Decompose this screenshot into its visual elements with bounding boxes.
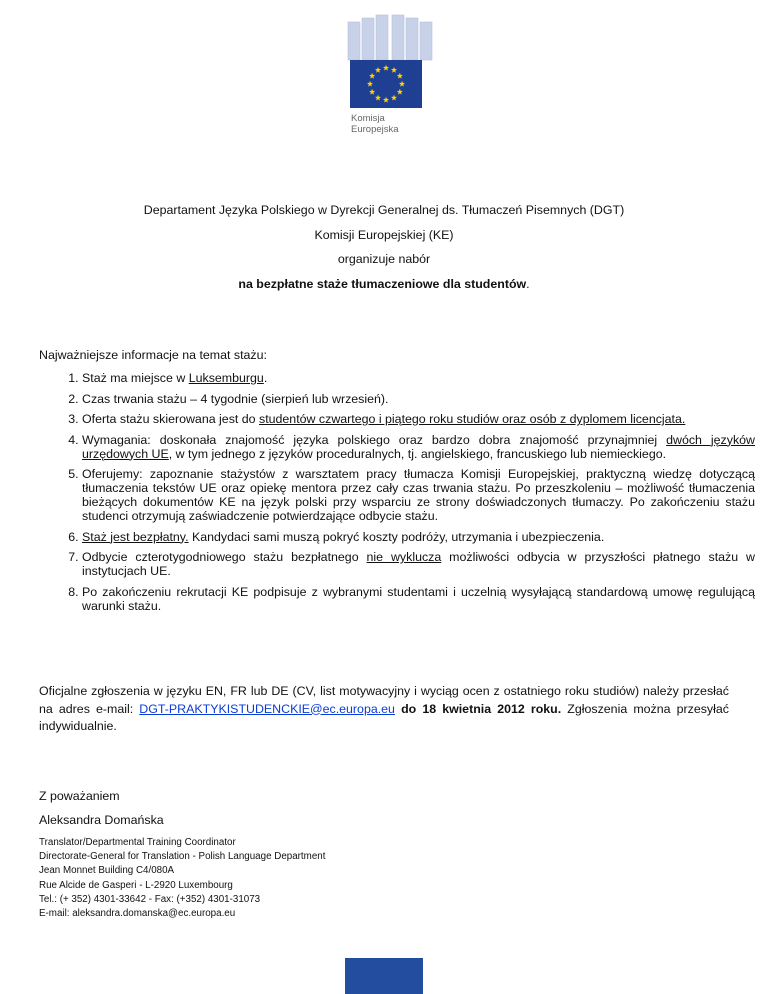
closing-greeting: Z poważaniem bbox=[39, 789, 120, 803]
european-commission-logo bbox=[310, 0, 470, 160]
apply-text-end: Zgłoszenia można przesyłać indywidualnie. bbox=[39, 701, 729, 733]
list-item bbox=[82, 412, 755, 426]
sender-name: Aleksandra Domańska bbox=[39, 813, 164, 827]
list-item bbox=[82, 530, 755, 544]
logo-caption bbox=[351, 113, 399, 135]
list-item bbox=[82, 392, 755, 406]
header-line-1: Departament Języka Polskiego w Dyrekcji Generalnej ds. Tłumaczeń Pisemnych (DGT) bbox=[143, 203, 625, 217]
list-item bbox=[82, 433, 755, 461]
item-underlined: studentów czwartego i piątego roku studiów oraz osób z dyplomem licencjata. bbox=[259, 412, 686, 426]
email-link[interactable]: DGT-PRAKTYKISTUDENCKIE@ec.europa.eu bbox=[139, 701, 395, 716]
list-item bbox=[82, 550, 755, 578]
list-item bbox=[82, 371, 755, 385]
header-line-2: Komisji Europejskiej (KE) bbox=[314, 227, 454, 242]
info-intro: Najważniejsze informacje na temat stażu: bbox=[39, 348, 267, 362]
item-text: Czas trwania stażu – 4 tygodnie (sierpień lub wrzesień). bbox=[82, 391, 389, 406]
signature-title: Translator/Departmental Training Coordinator bbox=[39, 837, 236, 848]
item-underlined: nie wyklucza bbox=[366, 550, 442, 564]
deadline-text: do 18 kwietnia 2012 roku. bbox=[394, 701, 562, 716]
signature-email: E-mail: aleksandra.domanska@ec.europa.eu bbox=[39, 908, 236, 920]
item-underlined: dwóch języków urzędowych UE bbox=[82, 432, 755, 461]
header-bold-text: na bezpłatne staże tłumaczeniowe dla studentów bbox=[238, 276, 527, 291]
signature-building: Jean Monnet Building C4/080A bbox=[39, 865, 175, 877]
item-underlined: Luksemburgu bbox=[188, 371, 264, 385]
header-line-3: organizuje nabór bbox=[337, 252, 431, 267]
application-paragraph bbox=[39, 683, 729, 736]
item-text: Oferta stażu skierowana jest do bbox=[82, 412, 259, 426]
item-text: Kandydaci sami muszą pokryć koszty podróży, utrzymania i ubezpieczenia. bbox=[188, 529, 605, 544]
item-text: Wymagania: doskonała znajomość języka polskiego oraz bardzo dobra znajomość przynajmniej bbox=[82, 432, 667, 447]
item-text: , w tym jednego z języków proceduralnych, tj. angielskiego, francuskiego lub niemieckiego. bbox=[168, 446, 667, 461]
signature-department: Directorate-General for Translation - Polish Language Department bbox=[39, 851, 326, 863]
item-text: Odbycie czterotygodniowego stażu bezpłatnego bbox=[82, 550, 367, 564]
list-item bbox=[82, 467, 755, 523]
apply-text: Oficjalne zgłoszenia w języku EN, FR lub DE (CV, list motywacyjny i wyciąg ocen z ostatniego roku studiów) należy przesłać na adres e-mail: bbox=[39, 684, 729, 716]
header-period: . bbox=[526, 276, 530, 291]
logo-caption-line1: Komisja bbox=[351, 113, 385, 124]
list-item bbox=[82, 585, 755, 613]
signature-address: Rue Alcide de Gasperi - L-2920 Luxembourg bbox=[39, 879, 233, 891]
item-text: możliwości odbycia w przyszłości płatnego stażu w instytucjach UE. bbox=[82, 550, 755, 578]
announcement-header bbox=[0, 203, 768, 301]
header-line-4 bbox=[0, 277, 768, 291]
item-text: Po zakończeniu rekrutacji KE podpisuje z wybranymi studentami i uczelnią wysyłającą standardową umowę regulującą warunki stażu. bbox=[82, 584, 755, 613]
item-underlined: Staż jest bezpłatny. bbox=[82, 529, 189, 544]
info-list bbox=[56, 371, 755, 619]
signature-phone: Tel.: (+ 352) 4301-33642 - Fax: (+352) 4301-31073 bbox=[39, 893, 261, 905]
logo-caption-line2: Europejska bbox=[351, 124, 399, 135]
item-text: Oferujemy: zapoznanie stażystów z warsztatem pracy tłumacza Komisji Europejskiej, praktyczną wiedzę dotyczącą tłumaczenia tekstów UE oraz opiekę mentora przez cały czas trwania stażu. Po przeszkoleniu – możliwość tłumaczenia bieżących dokumentów KE na język polski przy wsparciu ze strony doświadczonych tłumaczy. Po zakończeniu stażu studenci otrzymują zaświadczenie potwierdzające odbycie stażu. bbox=[82, 467, 755, 523]
item-text: . bbox=[263, 371, 268, 385]
signature-block bbox=[39, 836, 325, 921]
item-text: Staż ma miejsce w bbox=[82, 371, 189, 385]
footer-flag-bar bbox=[345, 958, 423, 994]
